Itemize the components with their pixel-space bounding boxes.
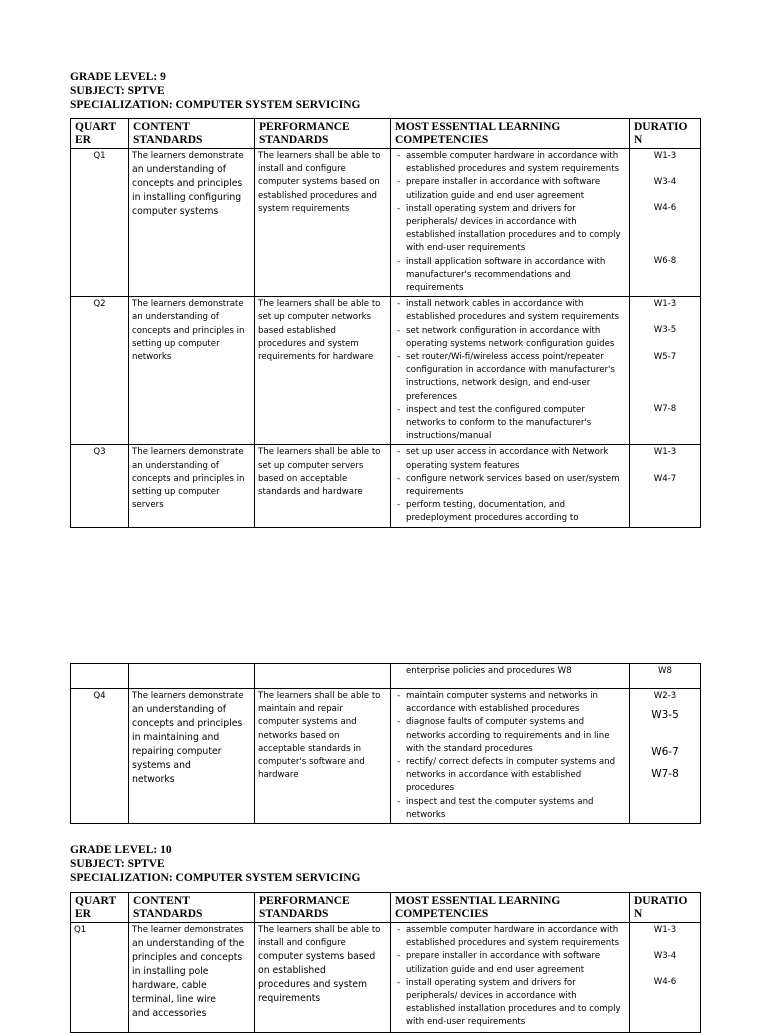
competencies-cell (391, 297, 630, 445)
list-item: - install application software in accordance with manufacturer's recommendations and requirements (394, 256, 626, 296)
competencies-cell: enterprise policies and procedures W8 (391, 664, 630, 689)
duration-header: DURATIO N (630, 893, 701, 923)
quarter-cell: Q3 (71, 445, 129, 527)
duration-cell: W1-3 W3-4 W4-6 W6-8 (630, 149, 701, 297)
grade9-table-wrap (70, 118, 700, 528)
list-item: - configure network services based on user/system requirements (394, 473, 626, 499)
grade-level: GRADE LEVEL: 9 (70, 71, 166, 83)
list-item: - prepare installer in accordance with software utilization guide and end user agreement (394, 176, 626, 202)
subject: SUBJECT: SPTVE (70, 85, 165, 97)
list-item: - install network cables in accordance with established procedures and system requirements (394, 298, 626, 324)
list-item: - maintain computer systems and networks in accordance with established procedures (394, 690, 626, 716)
table-row (71, 149, 701, 297)
list-item: - rectify/ correct defects in computer systems and networks in accordance with established procedures (394, 756, 626, 796)
content-standards-header: CONTENT STANDARDS (129, 119, 255, 149)
list-item: - install operating system and drivers for peripherals/ devices in accordance with established installation procedures and to comply with end-user requirements (394, 203, 626, 256)
quarter-header: QUART ER (71, 119, 129, 149)
melc-header: MOST ESSENTIAL LEARNING COMPETENCIES (391, 893, 630, 923)
performance-standards-header: PERFORMANCE STANDARDS (255, 119, 391, 149)
subject: SUBJECT: SPTVE (70, 858, 165, 870)
specialization: SPECIALIZATION: COMPUTER SYSTEM SERVICING (70, 872, 361, 884)
content-standard-cell: The learners demonstrate an understanding of concepts and principles in maintaining and repairing computer systems and networks (129, 689, 255, 824)
performance-standards-header: PERFORMANCE STANDARDS (255, 893, 391, 923)
grade10-heading (70, 843, 700, 885)
content-standard-cell: The learners demonstrate an understanding of concepts and principles in setting up computer networks (129, 297, 255, 445)
competencies-cell (391, 689, 630, 824)
quarter-cell (71, 664, 129, 689)
grade9-table (70, 118, 701, 528)
duration-cell: W1-3 W3-4 W4-6 (630, 923, 701, 1033)
grade10-table (70, 892, 701, 1033)
performance-standard-cell: The learners shall be able to set up computer networks based established procedures and system requirements for hardware (255, 297, 391, 445)
specialization: SPECIALIZATION: COMPUTER SYSTEM SERVICING (70, 99, 361, 111)
performance-standard-cell (255, 664, 391, 689)
table-row (71, 297, 701, 445)
quarter-cell: Q1 (71, 923, 129, 1033)
content-standard-cell: The learners demonstrate an understanding of concepts and principles in setting up computer servers (129, 445, 255, 527)
performance-standard-cell: The learners shall be able to set up computer servers based on acceptable standards and hardware (255, 445, 391, 527)
list-item: - install operating system and drivers for peripherals/ devices in accordance with established installation procedures and to comply with end-user requirements (394, 977, 626, 1030)
performance-standard-cell: The learners shall be able to maintain and repair computer systems and networks based on acceptable standards in computer's software and hardware (255, 689, 391, 824)
content-standard-cell: The learner demonstrates an understanding of the principles and concepts in installing pole hardware, cable terminal, line wire and accessories (129, 923, 255, 1033)
table-header-row (71, 119, 701, 149)
duration-header: DURATIO N (630, 119, 701, 149)
list-item: - set router/Wi-fi/wireless access point/repeater configuration in accordance with manufacturer's instructions, network design, and end-user preferences (394, 351, 626, 404)
quarter-cell: Q1 (71, 149, 129, 297)
list-item: - assemble computer hardware in accordance with established procedures and system requirements (394, 924, 626, 950)
table-row (71, 664, 701, 689)
grade-level: GRADE LEVEL: 10 (70, 844, 172, 856)
performance-standard-cell: The learners shall be able to install and configure computer systems based on established procedures and system requirements (255, 149, 391, 297)
duration-cell: W8 (630, 664, 701, 689)
grade9-heading (70, 70, 700, 112)
content-standard-cell: The learners demonstrate an understanding of concepts and principles in installing configuring computer systems (129, 149, 255, 297)
grade10-table-wrap (70, 892, 700, 1033)
competencies-cell (391, 149, 630, 297)
list-item: - prepare installer in accordance with software utilization guide and end user agreement (394, 950, 626, 976)
duration-cell: W1-3 W4-7 (630, 445, 701, 527)
list-item: - diagnose faults of computer systems and networks according to requirements and in line with the standard procedures (394, 716, 626, 756)
list-item: - set network configuration in accordance with operating systems network configuration guides (394, 325, 626, 351)
list-item: - set up user access in accordance with Network operating system features (394, 446, 626, 472)
duration-cell: W1-3 W3-5 W5-7 W7-8 (630, 297, 701, 445)
quarter-header: QUART ER (71, 893, 129, 923)
table-row (71, 445, 701, 527)
duration-cell: W2-3 W3-5 W6-7 W7-8 (630, 689, 701, 824)
list-item: - inspect and test the configured computer networks to conform to the manufacturer's instructions/manual (394, 404, 626, 444)
quarter-cell: Q4 (71, 689, 129, 824)
table-row (71, 923, 701, 1033)
competencies-cell (391, 445, 630, 527)
list-item: - perform testing, documentation, and predeployment procedures according to (394, 499, 626, 525)
table-row (71, 689, 701, 824)
quarter-cell: Q2 (71, 297, 129, 445)
list-item: - assemble computer hardware in accordance with established procedures and system requirements (394, 150, 626, 176)
melc-header: MOST ESSENTIAL LEARNING COMPETENCIES (391, 119, 630, 149)
grade9-table-continued-wrap (70, 663, 700, 824)
competencies-cell (391, 923, 630, 1033)
content-standards-header: CONTENT STANDARDS (129, 893, 255, 923)
performance-standard-cell: The learners shall be able to install and configure computer systems based on established procedures and system requirements (255, 923, 391, 1033)
list-item: - inspect and test the computer systems and networks (394, 796, 626, 822)
content-standard-cell (129, 664, 255, 689)
grade9-table-continued (70, 663, 701, 824)
table-header-row (71, 893, 701, 923)
